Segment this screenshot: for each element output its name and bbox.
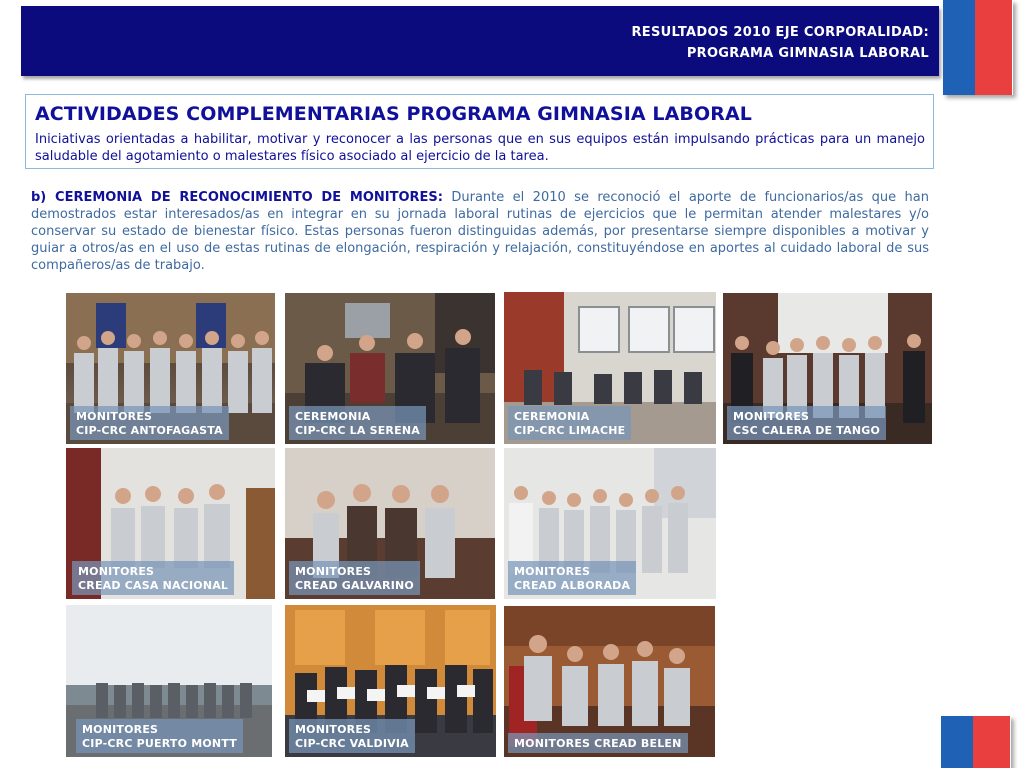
photo-caption: MONITORES CREAD GALVARINO	[289, 561, 420, 595]
header-title-line2: PROGRAMA GIMNASIA LABORAL	[686, 46, 929, 61]
header-title	[631, 22, 929, 64]
photo-caption: MONITORES CREAD CASA NACIONAL	[72, 561, 234, 595]
ceremony-lead: b) CEREMONIA DE RECONOCIMIENTO DE MONITORES:	[31, 190, 443, 205]
photo-monitores-puerto-montt	[66, 605, 272, 757]
ceremony-paragraph	[31, 189, 929, 274]
photo-caption: MONITORES CREAD BELEN	[508, 733, 688, 753]
photo-monitores-casa-nacional	[66, 448, 275, 599]
photo-monitores-cread-belen	[504, 606, 715, 757]
intro-box	[25, 94, 934, 169]
photo-caption: MONITORES CREAD ALBORADA	[508, 561, 636, 595]
photo-caption: MONITORES CIP-CRC PUERTO MONTT	[76, 719, 243, 753]
photo-monitores-antofagasta	[66, 293, 275, 444]
intro-title: ACTIVIDADES COMPLEMENTARIAS PROGRAMA GIMNASIA LABORAL	[35, 103, 752, 125]
header-banner	[21, 6, 939, 76]
photo-caption: CEREMONIA CIP-CRC LIMACHE	[508, 406, 631, 440]
photo-monitores-valdivia	[285, 605, 496, 757]
photo-caption: MONITORES CSC CALERA DE TANGO	[727, 406, 886, 440]
photo-monitores-galvarino	[285, 448, 495, 599]
photo-ceremonia-limache	[504, 292, 716, 444]
photo-caption: MONITORES CIP-CRC ANTOFAGASTA	[70, 406, 229, 440]
ceremony-text: Durante el 2010 se reconoció el aporte de funcionarios/as que han demostrados estar interesados/as en integrar en su jornada laboral rutinas de ejercicios que le permitan atender malestares y/o conservar su estado de bienestar físico. Estas personas fueron distinguidas además, por presentarse siempre disponibles a motivar y guiar a otros/as en el uso de estas rutinas de elongación, respiración y relajación, constituyéndose en aportes al cuidado laboral de sus compañeros/as de trabajo.	[31, 190, 929, 273]
chile-flag-logo-bottom	[941, 716, 1011, 768]
photo-caption: MONITORES CIP-CRC VALDIVIA	[289, 719, 415, 753]
photo-ceremonia-la-serena	[285, 293, 495, 444]
intro-text: Iniciativas orientadas a habilitar, motivar y reconocer a las personas que en sus equipos están impulsando prácticas para un manejo saludable del agotamiento o malestares físico asociado al ejercicio de la tarea.	[35, 132, 925, 164]
photo-caption: CEREMONIA CIP-CRC LA SERENA	[289, 406, 426, 440]
photo-monitores-calera-de-tango	[723, 293, 932, 444]
chile-flag-logo-top	[943, 0, 1013, 95]
photo-monitores-alborada	[504, 448, 716, 599]
header-title-line1: RESULTADOS 2010 EJE CORPORALIDAD:	[631, 25, 929, 40]
